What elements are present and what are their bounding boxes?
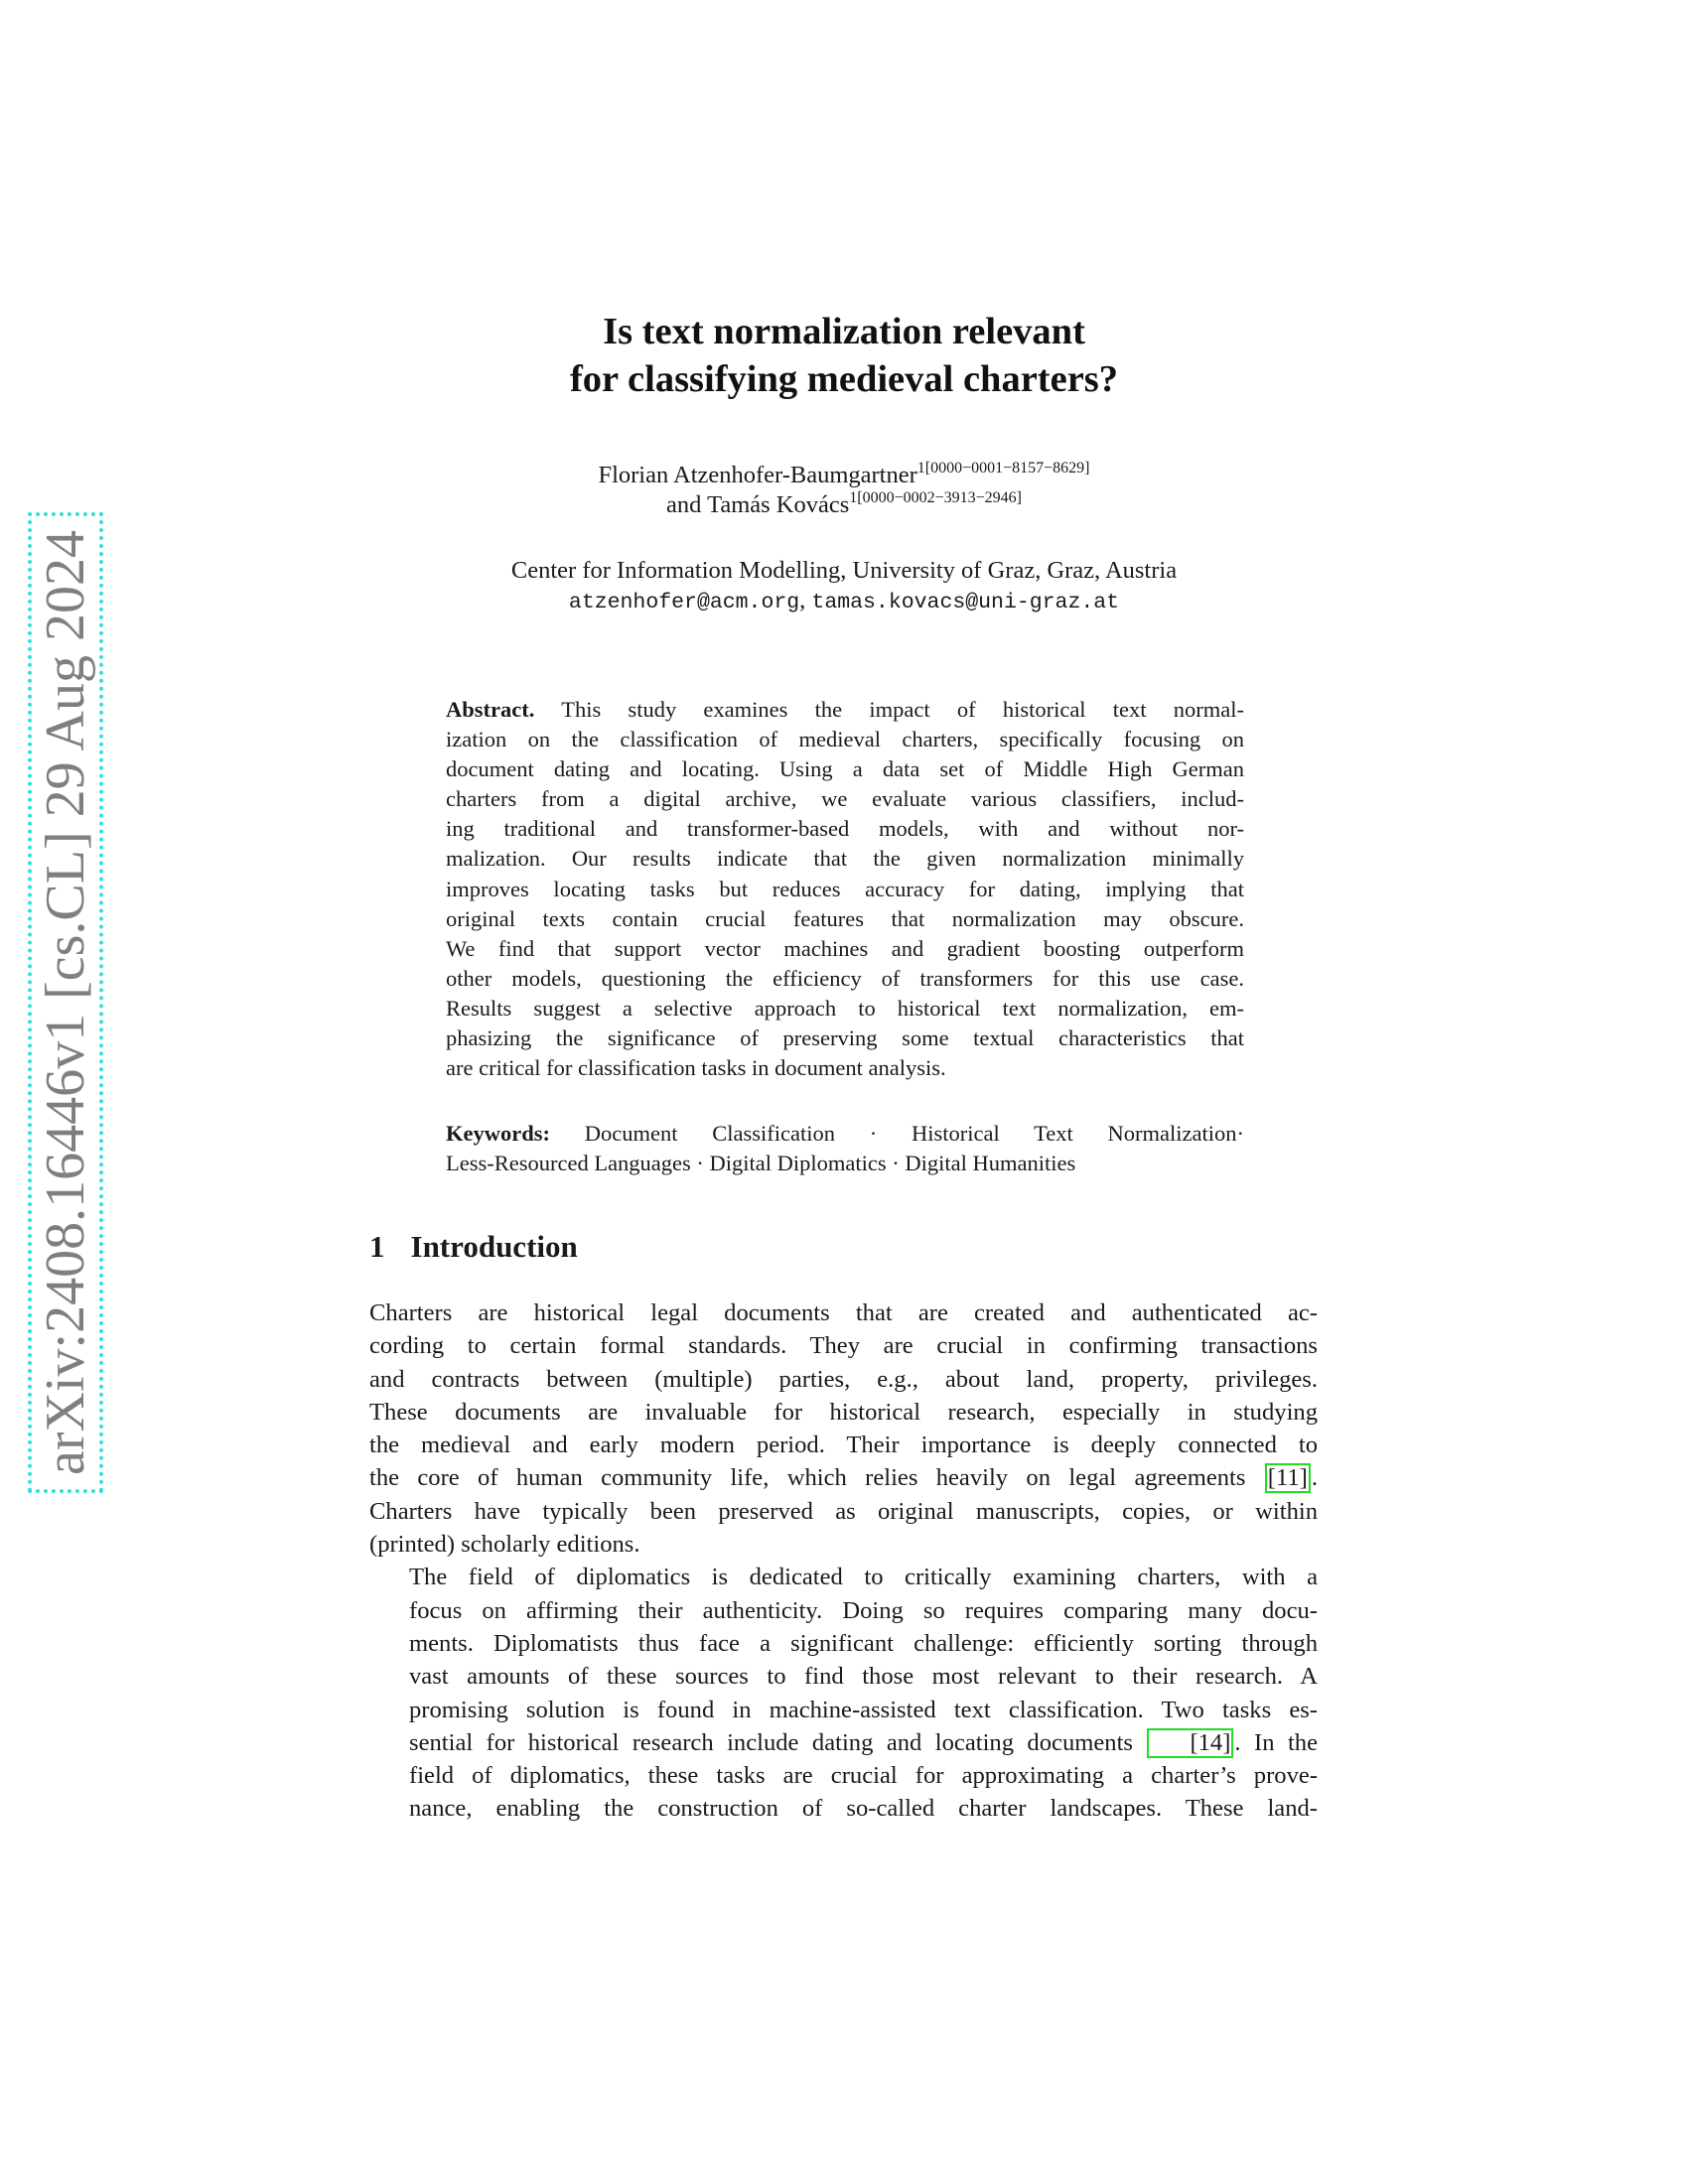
text-line: These documents are invaluable for historical research, especially in studying [369, 1398, 1318, 1426]
abstract-label: Abstract. [446, 697, 535, 722]
abstract-line: Abstract. This study examines the impact of historical text normal- [446, 697, 1244, 722]
abstract-line: original texts contain crucial features that normalization may obscure. [446, 905, 1244, 931]
abstract [446, 695, 1244, 1083]
text-line: the core of human community life, which relies heavily on legal agreements [11] . [369, 1464, 1318, 1492]
arxiv-identifier-stamp [28, 512, 103, 1493]
text-line: focus on affirming their authenticity. Doing so requires comparing many docu- [409, 1596, 1318, 1624]
email-link-2[interactable]: tamas.kovacs@uni-graz.at [811, 591, 1120, 614]
text-line: nance, enabling the construction of so-called charter landscapes. These land- [409, 1795, 1318, 1823]
abstract-line: We find that support vector machines and gradient boosting outperform [446, 935, 1244, 961]
abstract-line: ization on the classification of medieval charters, specifically focusing on [446, 727, 1244, 752]
paragraph-1 [369, 1297, 1318, 1561]
keywords [446, 1119, 1244, 1178]
abstract-line: Results suggest a selective approach to historical text normalization, em- [446, 995, 1244, 1021]
abstract-line: malization. Our results indicate that the given normalization minimally [446, 846, 1244, 872]
email-link-1[interactable]: atzenhofer@acm.org [568, 591, 800, 614]
paper-title-line-1: Is text normalization relevant [603, 311, 1085, 352]
text-line: field of diplomatics, these tasks are crucial for approximating a charter’s prove- [409, 1762, 1318, 1790]
paper-title [0, 308, 1688, 403]
author-1-name: Florian Atzenhofer-Baumgartner [598, 462, 917, 488]
author-2-name: Tamás Kovács [707, 491, 850, 518]
abstract-line: are critical for classification tasks in document analysis. [446, 1055, 946, 1081]
section-title: Introduction [410, 1229, 578, 1264]
text-line: sential for historical research include dating and locating documents [14] . In the [409, 1728, 1318, 1756]
section-heading-introduction [369, 1228, 578, 1266]
abstract-line: ing traditional and transformer-based models, with and without nor- [446, 816, 1244, 842]
text-line: (printed) scholarly editions. [369, 1531, 640, 1559]
text-line: vast amounts of these sources to find those most relevant to their research. A [409, 1663, 1318, 1691]
author-2 [0, 490, 1688, 520]
paragraph-2 [369, 1561, 1318, 1825]
abstract-line: document dating and locating. Using a data set of Middle High German [446, 756, 1244, 782]
text-line: cording to certain formal standards. They are crucial in confirming transactions [369, 1332, 1318, 1360]
text-line: The field of diplomatics is dedicated to critically examining charters, with a [409, 1564, 1318, 1591]
author-2-affiliation-mark: 1[0000−0002−3913−2946] [849, 489, 1022, 506]
abstract-line: improves locating tasks but reduces accuracy for dating, implying that [446, 876, 1244, 901]
abstract-line: other models, questioning the efficiency of transformers for this use case. [446, 965, 1244, 991]
citation-link-14[interactable]: [14] [1147, 1728, 1233, 1758]
author-conjunction: and [666, 491, 708, 518]
keywords-line: Less-Resourced Languages · Digital Diplomatics · Digital Humanities [446, 1151, 1076, 1176]
affiliation-block [0, 556, 1688, 617]
arxiv-identifier-text: arXiv:2408.16446v1 [cs.CL] 29 Aug 2024 [35, 530, 96, 1475]
email-separator: , [799, 587, 812, 614]
text-line: and contracts between (multiple) parties, e.g., about land, property, privileges. [369, 1365, 1318, 1393]
text-line: the medieval and early modern period. Their importance is deeply connected to [369, 1432, 1318, 1459]
section-number: 1 [369, 1229, 385, 1264]
citation-link-11[interactable]: [11] [1265, 1463, 1311, 1493]
author-1-affiliation-mark: 1[0000−0001−8157−8629] [916, 460, 1090, 477]
institution: Center for Information Modelling, University of Graz, Graz, Austria [510, 557, 1178, 584]
text-line: Charters have typically been preserved as original manuscripts, copies, or within [369, 1497, 1318, 1525]
text-line: Charters are historical legal documents that are created and authenticated ac- [369, 1299, 1318, 1326]
abstract-line: phasizing the significance of preserving some textual characteristics that [446, 1025, 1244, 1051]
abstract-line: charters from a digital archive, we evaluate various classifiers, includ- [446, 786, 1244, 812]
text-line: promising solution is found in machine-assisted text classification. Two tasks es- [409, 1696, 1318, 1723]
keywords-label: Keywords: [446, 1121, 550, 1146]
text-line: ments. Diplomatists thus face a significant challenge: efficiently sorting through [409, 1629, 1318, 1657]
keywords-line: Keywords: Document Classification · Historical Text Normalization· [446, 1121, 1244, 1146]
author-1 [0, 461, 1688, 490]
introduction-body [369, 1297, 1318, 1826]
email-line [0, 586, 1688, 617]
author-1-orcid: [0000−0001−8157−8629] [924, 460, 1090, 477]
author-2-orcid: [0000−0002−3913−2946] [857, 489, 1022, 506]
author-list [0, 461, 1688, 520]
paper-title-line-2: for classifying medieval charters? [569, 358, 1119, 400]
